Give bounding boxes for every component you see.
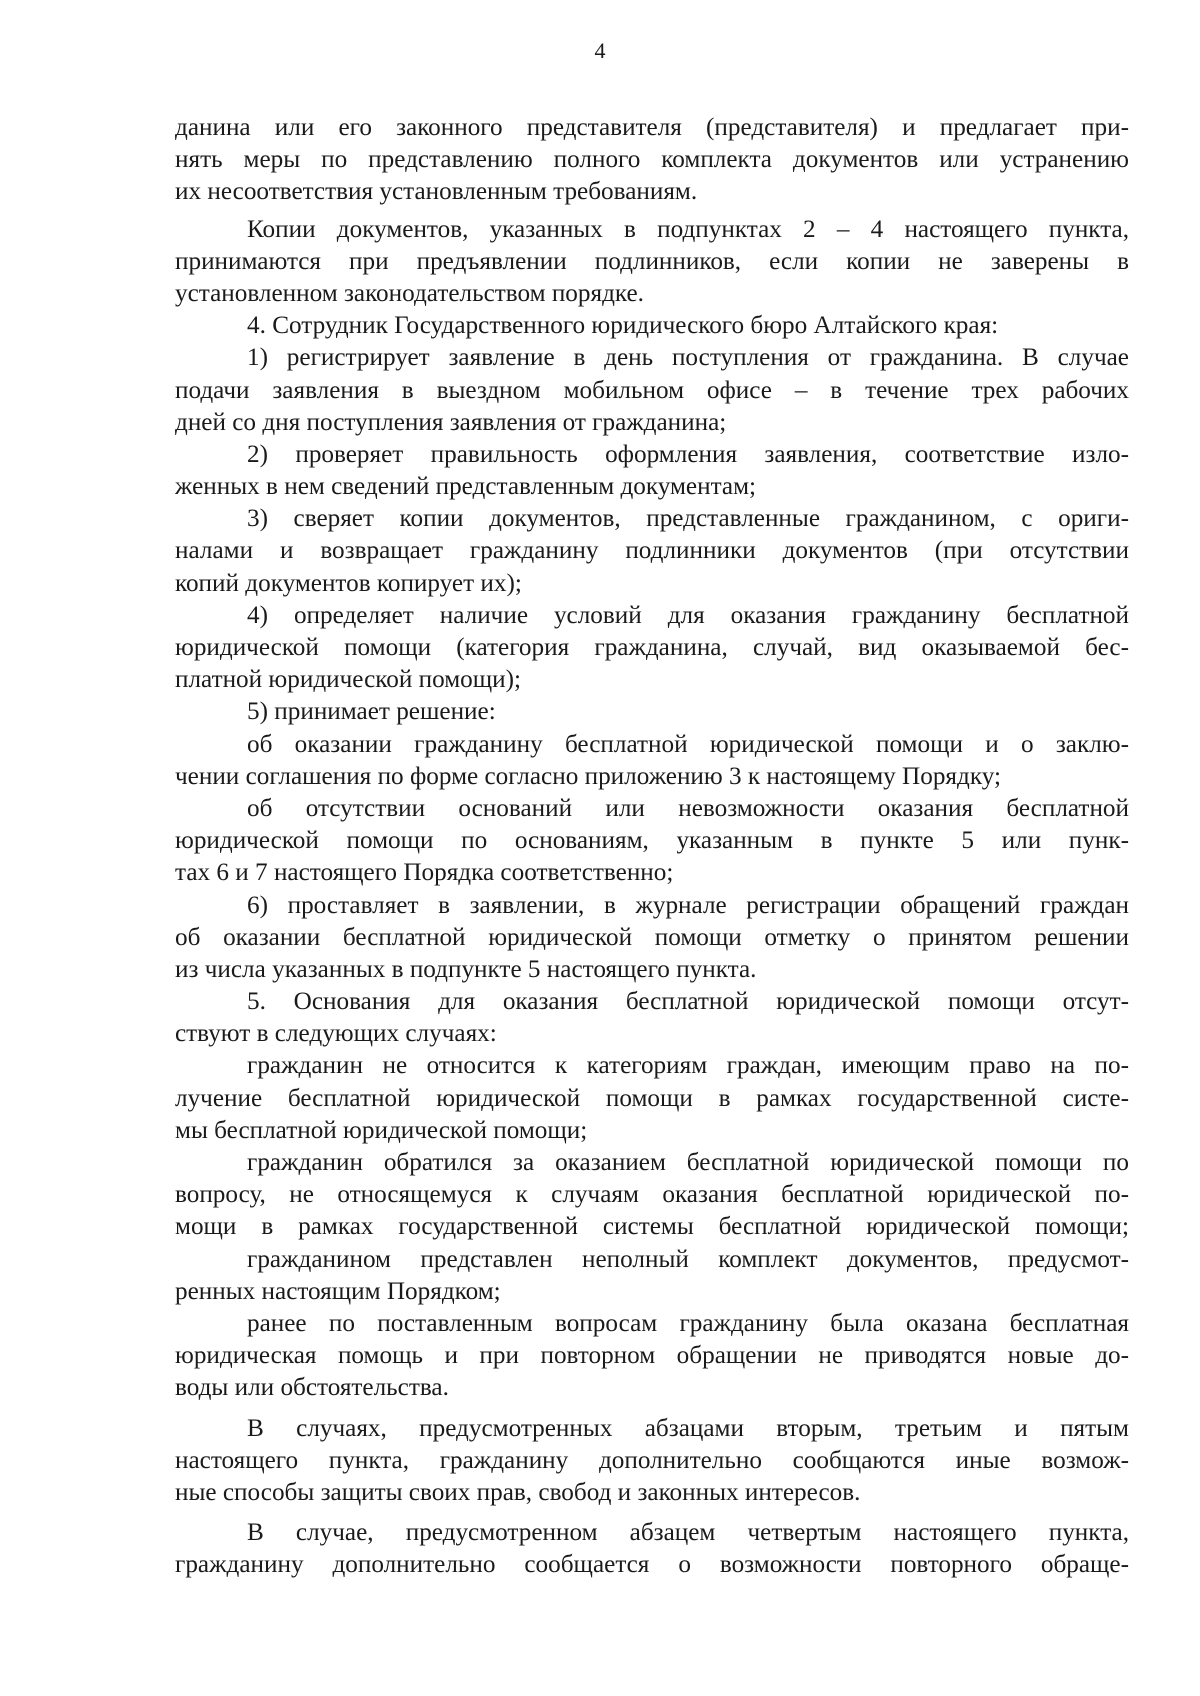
text-line: ренных настоящим Порядком; — [175, 1277, 501, 1305]
text-line: 5) принимает решение: — [247, 698, 496, 726]
text-line: В случае, предусмотренном абзацем четвертым настоящего пункта, — [247, 1519, 1129, 1547]
text-line: 6) проставляет в заявлении, в журнале регистрации обращений граждан — [247, 891, 1129, 919]
text-line: чении соглашения по форме согласно приложению 3 к настоящему Порядку; — [175, 762, 1001, 790]
text-line: подачи заявления в выездном мобильном офисе – в течение трех рабочих — [175, 376, 1129, 404]
text-line: данина или его законного представителя (представителя) и предлагает при- — [175, 114, 1129, 141]
text-line: В случаях, предусмотренных абзацами вторым, третьим и пятым — [247, 1414, 1129, 1442]
text-line: об отсутствии оснований или невозможности оказания бесплатной — [247, 794, 1129, 822]
text-line: об оказании гражданину бесплатной юридической помощи и о заклю- — [247, 730, 1129, 758]
text-line: 4. Сотрудник Государственного юридического бюро Алтайского края: — [247, 312, 999, 340]
text-line: мощи в рамках государственной системы бесплатной юридической помощи; — [175, 1213, 1129, 1241]
text-line: гражданином представлен неполный комплект документов, предусмот- — [247, 1245, 1129, 1273]
text-line: тах 6 и 7 настоящего Порядка соответственно; — [175, 859, 674, 887]
text-line: платной юридической помощи); — [175, 666, 521, 694]
text-line: ные способы защиты своих прав, свобод и законных интересов. — [175, 1478, 861, 1506]
text-line: ствуют в следующих случаях: — [175, 1020, 497, 1048]
text-line: гражданин обратился за оказанием бесплатной юридической помощи по — [247, 1149, 1129, 1176]
text-line: 5. Основания для оказания бесплатной юридической помощи отсут- — [247, 988, 1129, 1016]
text-line: настоящего пункта, гражданину дополнительно сообщаются иные возмож- — [175, 1446, 1129, 1474]
text-line: налами и возвращает гражданину подлинники документов (при отсутствии — [175, 537, 1129, 565]
text-line: 3) сверяет копии документов, представленные гражданином, с ориги- — [247, 505, 1129, 533]
text-line: их несоответствия установленным требованиям. — [175, 178, 698, 206]
text-line: женных в нем сведений представленным документам; — [175, 473, 757, 501]
text-line: 4) определяет наличие условий для оказания гражданину бесплатной — [247, 601, 1129, 629]
text-line: лучение бесплатной юридической помощи в рамках государственной систе- — [175, 1084, 1129, 1112]
text-line: ранее по поставленным вопросам гражданину была оказана бесплатная — [247, 1309, 1129, 1337]
text-line: мы бесплатной юридической помощи; — [175, 1116, 588, 1144]
text-line: нять меры по представлению полного комплекта документов или устранению — [175, 146, 1129, 174]
text-line: установленном законодательством порядке. — [175, 279, 644, 307]
text-line: юридической помощи (категория гражданина, случай, вид оказываемой бес- — [175, 634, 1129, 661]
text-line: 2) проверяет правильность оформления заявления, соответствие изло- — [247, 440, 1129, 468]
text-line: принимаются при предъявлении подлинников, если копии не заверены в — [175, 247, 1129, 275]
text-line: Копии документов, указанных в подпунктах 2 – 4 настоящего пункта, — [247, 215, 1129, 243]
text-line: вопросу, не относящемуся к случаям оказания бесплатной юридической по- — [175, 1181, 1129, 1209]
text-line: об оказании бесплатной юридической помощи отметку о принятом решении — [175, 923, 1129, 951]
text-line: гражданин не относится к категориям граждан, имеющим право на по- — [247, 1052, 1129, 1080]
text-line: воды или обстоятельства. — [175, 1374, 449, 1402]
text-line: юридической помощи по основаниям, указанным в пункте 5 или пунк- — [175, 827, 1129, 855]
text-line: дней со дня поступления заявления от гражданина; — [175, 408, 727, 436]
text-line: гражданину дополнительно сообщается о возможности повторного обраще- — [175, 1551, 1129, 1579]
text-line: 1) регистрирует заявление в день поступления от гражданина. В случае — [247, 344, 1129, 372]
document-body — [175, 112, 1129, 1581]
text-line: копий документов копирует их); — [175, 569, 522, 597]
text-line: из числа указанных в подпункте 5 настоящего пункта. — [175, 955, 757, 983]
page-number: 4 — [594, 38, 606, 63]
text-line: юридическая помощь и при повторном обращении не приводятся новые до- — [175, 1342, 1129, 1370]
